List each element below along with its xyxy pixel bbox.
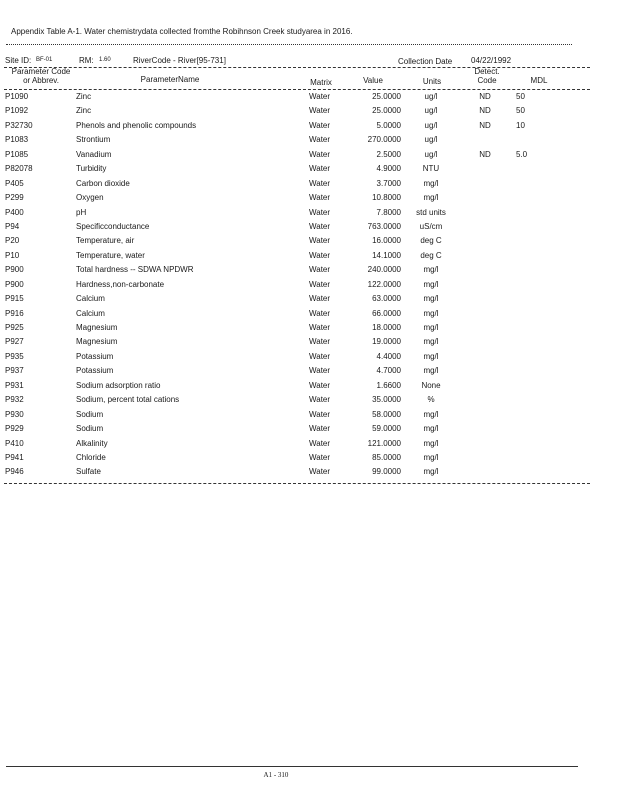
cell-value: 3.7000 bbox=[376, 178, 401, 188]
cell-param-name: Temperature, water bbox=[76, 250, 145, 260]
cell-units: NTU bbox=[422, 164, 440, 174]
table-row bbox=[0, 294, 618, 308]
cell-matrix: Water bbox=[309, 106, 331, 116]
cell-value: 121.0000 bbox=[367, 438, 401, 448]
cell-matrix: Water bbox=[309, 366, 331, 376]
cell-value: 16.0000 bbox=[372, 236, 401, 246]
cell-param-code: P82078 bbox=[5, 164, 33, 174]
cell-units: ug/l bbox=[424, 120, 438, 130]
cell-value: 19.0000 bbox=[372, 337, 401, 347]
cell-units: uS/cm bbox=[419, 221, 443, 231]
cell-value: 35.0000 bbox=[372, 395, 401, 405]
cell-value: 2.5000 bbox=[376, 149, 401, 159]
param-code-line1: Parameter Code bbox=[11, 67, 71, 76]
cell-units: ug/l bbox=[424, 135, 438, 145]
cell-units: mg/l bbox=[423, 323, 439, 332]
cell-value: 10.8000 bbox=[372, 193, 401, 203]
cell-matrix: Water bbox=[309, 164, 331, 174]
cell-param-name: Strontium bbox=[76, 135, 111, 145]
detect-line1: Detect. bbox=[474, 67, 500, 76]
cell-value: 240.0000 bbox=[367, 265, 401, 275]
cell-value: 4.4000 bbox=[376, 351, 401, 361]
cell-param-code: P1090 bbox=[5, 92, 29, 101]
column-header-param-code bbox=[6, 67, 76, 85]
table-row bbox=[0, 92, 618, 106]
cell-matrix: Water bbox=[309, 120, 331, 130]
table-row bbox=[0, 395, 618, 409]
cell-param-code: P94 bbox=[5, 221, 20, 231]
cell-param-code: P900 bbox=[5, 265, 24, 275]
cell-param-code: P1083 bbox=[5, 135, 29, 145]
cell-param-name: Alkalinity bbox=[76, 438, 108, 448]
cell-param-name: Sodium adsorption ratio bbox=[76, 380, 161, 390]
table-row bbox=[0, 439, 618, 453]
cell-units: mg/l bbox=[423, 452, 439, 462]
table-row bbox=[0, 121, 618, 135]
table-row bbox=[0, 150, 618, 164]
cell-matrix: Water bbox=[309, 452, 331, 462]
cell-matrix: Water bbox=[309, 337, 331, 347]
river-code: RiverCode - River[95-731] bbox=[133, 56, 226, 65]
cell-param-code: P930 bbox=[5, 409, 24, 419]
cell-param-code: P20 bbox=[5, 236, 20, 246]
cell-param-name: Magnesium bbox=[76, 323, 118, 332]
cell-units: deg C bbox=[420, 250, 442, 260]
page-number: A1 - 310 bbox=[263, 771, 289, 779]
cell-param-name: Zinc bbox=[76, 106, 92, 116]
column-header-value: Value bbox=[363, 76, 383, 85]
column-header-matrix: Matrix bbox=[310, 78, 332, 87]
cell-units: None bbox=[421, 380, 441, 390]
cell-param-code: P916 bbox=[5, 308, 24, 318]
cell-matrix: Water bbox=[309, 149, 331, 159]
table-row bbox=[0, 193, 618, 207]
table-row bbox=[0, 208, 618, 222]
footer-rule bbox=[6, 766, 578, 767]
cell-value: 5.0000 bbox=[376, 120, 401, 130]
cell-units: % bbox=[427, 395, 435, 405]
cell-param-name: Turbidity bbox=[76, 164, 107, 174]
cell-value: 4.7000 bbox=[376, 366, 401, 376]
cell-param-name: Calcium bbox=[76, 308, 105, 318]
cell-param-code: P929 bbox=[5, 424, 24, 434]
cell-value: 85.0000 bbox=[372, 452, 401, 462]
cell-matrix: Water bbox=[309, 279, 331, 289]
table-row bbox=[0, 424, 618, 438]
cell-units: mg/l bbox=[423, 265, 439, 275]
table-row bbox=[0, 236, 618, 250]
cell-param-code: P32730 bbox=[5, 120, 33, 130]
cell-units: mg/l bbox=[423, 438, 439, 448]
rm-value: 1.60 bbox=[99, 57, 111, 63]
cell-matrix: Water bbox=[309, 236, 331, 246]
cell-param-code: P299 bbox=[5, 193, 24, 203]
collection-date-label: Collection Date bbox=[398, 57, 453, 66]
cell-detect-code: ND bbox=[479, 92, 491, 101]
cell-param-name: Carbon dioxide bbox=[76, 178, 130, 188]
cell-param-name: Potassium bbox=[76, 366, 114, 376]
cell-units: mg/l bbox=[423, 337, 439, 347]
cell-units: mg/l bbox=[423, 279, 439, 289]
cell-units: mg/l bbox=[423, 193, 439, 203]
cell-param-code: P400 bbox=[5, 207, 24, 217]
cell-param-name: Sodium bbox=[76, 424, 104, 434]
cell-param-code: P900 bbox=[5, 279, 24, 289]
cell-param-name: Chloride bbox=[76, 452, 106, 462]
cell-param-code: P932 bbox=[5, 395, 24, 405]
table-row bbox=[0, 222, 618, 236]
site-id-label: Site ID: bbox=[5, 56, 32, 65]
cell-value: 18.0000 bbox=[372, 323, 401, 332]
table-row bbox=[0, 179, 618, 193]
cell-param-code: P410 bbox=[5, 438, 24, 448]
cell-units: mg/l bbox=[423, 424, 439, 434]
cell-matrix: Water bbox=[309, 207, 331, 217]
column-header-param-name: ParameterName bbox=[140, 75, 200, 84]
cell-param-name: Temperature, air bbox=[76, 236, 135, 246]
cell-matrix: Water bbox=[309, 424, 331, 434]
table-row bbox=[0, 309, 618, 323]
cell-param-name: Magnesium bbox=[76, 337, 118, 347]
cell-param-code: P915 bbox=[5, 294, 24, 304]
table-row bbox=[0, 453, 618, 467]
cell-value: 99.0000 bbox=[372, 467, 401, 477]
column-header-units: Units bbox=[422, 77, 442, 86]
cell-matrix: Water bbox=[309, 294, 331, 304]
cell-detect-code: ND bbox=[479, 106, 491, 116]
cell-units: deg C bbox=[420, 236, 442, 246]
cell-value: 25.0000 bbox=[372, 92, 401, 101]
cell-mdl: 10 bbox=[516, 120, 525, 130]
table-row bbox=[0, 164, 618, 178]
cell-units: mg/l bbox=[423, 308, 439, 318]
cell-mdl: 50 bbox=[516, 106, 525, 116]
table-row bbox=[0, 106, 618, 120]
cell-param-name: Sodium bbox=[76, 409, 104, 419]
cell-matrix: Water bbox=[309, 221, 331, 231]
cell-detect-code: ND bbox=[479, 149, 491, 159]
cell-matrix: Water bbox=[309, 178, 331, 188]
table-row bbox=[0, 410, 618, 424]
cell-units: ug/l bbox=[424, 106, 438, 116]
cell-matrix: Water bbox=[309, 323, 331, 332]
site-id-value: BF-01 bbox=[36, 57, 53, 63]
table-row bbox=[0, 265, 618, 279]
cell-value: 763.0000 bbox=[367, 221, 401, 231]
table-row bbox=[0, 381, 618, 395]
cell-param-name: Sulfate bbox=[76, 467, 101, 477]
column-header-mdl: MDL bbox=[530, 76, 548, 85]
cell-param-code: P927 bbox=[5, 337, 24, 347]
cell-param-name: Total hardness -- SDWA NPDWR bbox=[76, 265, 194, 275]
cell-matrix: Water bbox=[309, 135, 331, 145]
table-row bbox=[0, 135, 618, 149]
cell-units: mg/l bbox=[423, 409, 439, 419]
cell-matrix: Water bbox=[309, 92, 331, 101]
table-row bbox=[0, 467, 618, 481]
table-row bbox=[0, 352, 618, 366]
cell-value: 59.0000 bbox=[372, 424, 401, 434]
cell-mdl: 50 bbox=[516, 92, 525, 101]
cell-detect-code: ND bbox=[479, 120, 491, 130]
cell-value: 4.9000 bbox=[376, 164, 401, 174]
cell-matrix: Water bbox=[309, 467, 331, 477]
caption-dotted-rule bbox=[6, 44, 572, 45]
cell-units: ug/l bbox=[424, 149, 438, 159]
table-caption: Appendix Table A-1. Water chemistrydata collected fromthe Robihnson Creek studyarea in 2016. bbox=[11, 27, 353, 36]
cell-param-code: P1085 bbox=[5, 149, 29, 159]
cell-units: std units bbox=[416, 207, 446, 217]
cell-param-name: Specificconductance bbox=[76, 221, 150, 231]
cell-matrix: Water bbox=[309, 308, 331, 318]
cell-param-name: Calcium bbox=[76, 294, 105, 304]
cell-units: mg/l bbox=[423, 467, 439, 477]
cell-matrix: Water bbox=[309, 193, 331, 203]
table-row bbox=[0, 337, 618, 351]
cell-param-code: P405 bbox=[5, 178, 24, 188]
table-row bbox=[0, 366, 618, 380]
cell-mdl: 5.0 bbox=[516, 149, 528, 159]
cell-value: 122.0000 bbox=[367, 279, 401, 289]
cell-param-name: Vanadium bbox=[76, 149, 112, 159]
cell-param-name: Oxygen bbox=[76, 193, 104, 203]
cell-matrix: Water bbox=[309, 380, 331, 390]
cell-value: 1.6600 bbox=[376, 380, 401, 390]
collection-date-value: 04/22/1992 bbox=[471, 56, 512, 65]
cell-param-code: P946 bbox=[5, 467, 24, 477]
cell-value: 58.0000 bbox=[372, 409, 401, 419]
cell-units: mg/l bbox=[423, 366, 439, 376]
cell-param-code: P937 bbox=[5, 366, 24, 376]
cell-matrix: Water bbox=[309, 250, 331, 260]
cell-units: mg/l bbox=[423, 178, 439, 188]
table-row bbox=[0, 251, 618, 265]
cell-units: mg/l bbox=[423, 294, 439, 304]
cell-param-name: Sodium, percent total cations bbox=[76, 395, 180, 405]
cell-param-name: Phenols and phenolic compounds bbox=[76, 120, 197, 130]
table-end-dashed-rule bbox=[4, 483, 590, 484]
detect-line2: Code bbox=[477, 76, 497, 85]
cell-param-code: P925 bbox=[5, 323, 24, 332]
cell-matrix: Water bbox=[309, 438, 331, 448]
cell-param-code: P935 bbox=[5, 351, 24, 361]
cell-param-code: P1092 bbox=[5, 106, 29, 116]
table-row bbox=[0, 280, 618, 294]
cell-value: 7.8000 bbox=[376, 207, 401, 217]
cell-value: 270.0000 bbox=[367, 135, 401, 145]
cell-value: 14.1000 bbox=[372, 250, 401, 260]
header-bottom-dashed-rule bbox=[4, 89, 590, 90]
cell-matrix: Water bbox=[309, 395, 331, 405]
cell-units: mg/l bbox=[423, 351, 439, 361]
cell-value: 63.0000 bbox=[372, 294, 401, 304]
rm-label: RM: bbox=[79, 56, 94, 65]
cell-units: ug/l bbox=[424, 92, 438, 101]
cell-param-name: Potassium bbox=[76, 351, 114, 361]
param-code-line2: or Abbrev. bbox=[23, 76, 59, 85]
cell-value: 25.0000 bbox=[372, 106, 401, 116]
table-row bbox=[0, 323, 618, 337]
cell-matrix: Water bbox=[309, 351, 331, 361]
cell-param-code: P941 bbox=[5, 452, 24, 462]
cell-param-code: P931 bbox=[5, 380, 24, 390]
water-chemistry-table bbox=[0, 92, 618, 482]
cell-matrix: Water bbox=[309, 409, 331, 419]
cell-param-name: Hardness,non-carbonate bbox=[76, 279, 165, 289]
cell-param-name: Zinc bbox=[76, 92, 92, 101]
cell-matrix: Water bbox=[309, 265, 331, 275]
cell-param-code: P10 bbox=[5, 250, 20, 260]
cell-param-name: pH bbox=[76, 207, 87, 217]
column-header-detect bbox=[470, 67, 504, 85]
cell-value: 66.0000 bbox=[372, 308, 401, 318]
